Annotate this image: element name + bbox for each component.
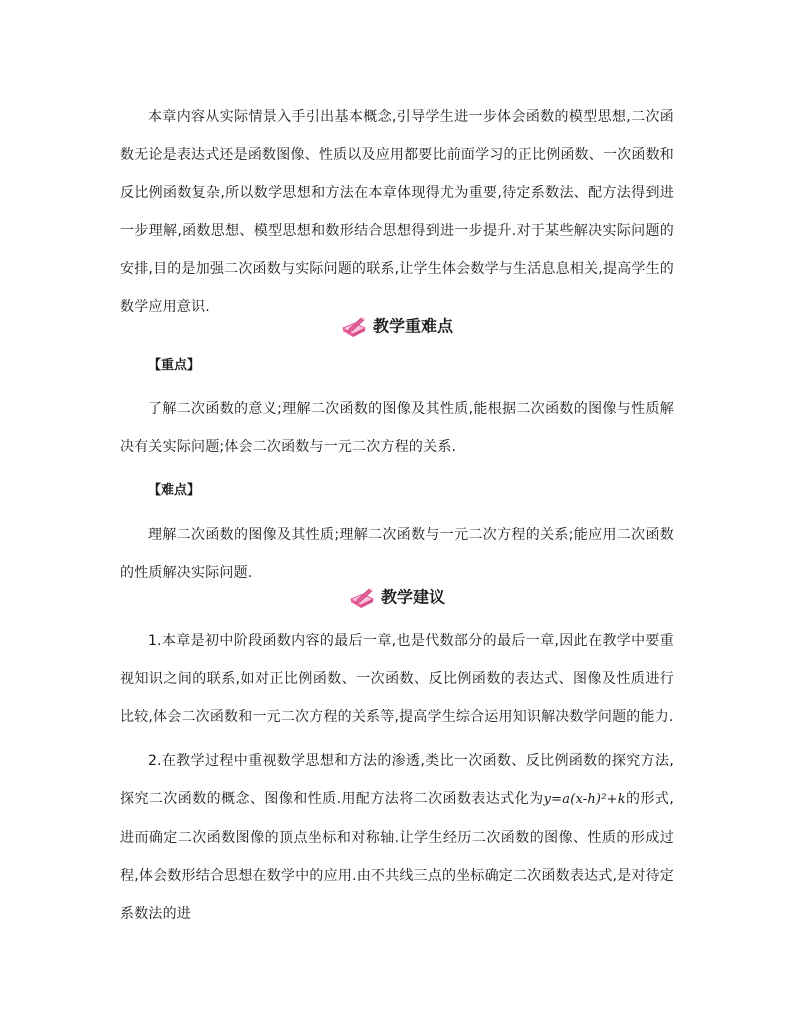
vertex-form-formula: y=a(x-h)²+k [543, 792, 626, 807]
section-heading-suggestions [0, 584, 794, 611]
suggestion-2-paragraph [120, 742, 674, 933]
intro-paragraph: 本章内容从实际情景入手引出基本概念,引导学生进一步体会函数的模型思想,二次函数无论是表达式还是函数图像、性质以及应用都要比前面学习的正比例函数、一次函数和反比例函数复杂,所以数学思想和方法在本章体现得尤为重要,待定系数法、配方法得到进一步理解,函数思想、模型思想和数形结合思想得到进一步提升.对于某些解决实际问题的安排,目的是加强二次函数与实际问题的联系,让学生体会数学与生活息息相关,提高学生的数学应用意识. [120, 109, 674, 315]
section-heading-key-difficulty [0, 313, 794, 340]
suggestion-2-text-b: 的形式,进而确定二次函数图像的顶点坐标和对称轴.让学生经历二次函数的图像、性质的形成过程,体会数形结合思想在数学中的应用.由不共线三点的坐标确定二次函数表达式,是对待定系数法的进 [120, 791, 675, 922]
section-heading-label: 教学建议 [380, 587, 445, 607]
pencil-notebook-icon [341, 316, 367, 338]
difficulty-tag: 【难点】 [148, 483, 201, 498]
difficulty-paragraph: 理解二次函数的图像及其性质;理解二次函数与一元二次方程的关系;能应用二次函数的性质解决实际问题. [120, 527, 674, 581]
key-point-paragraph: 了解二次函数的意义;理解二次函数的图像及其性质,能根据二次函数的图像与性质解决有关实际问题;体会二次函数与一元二次方程的关系. [120, 401, 674, 455]
suggestion-1-paragraph: 1.本章是初中阶段函数内容的最后一章,也是代数部分的最后一章,因此在教学中要重视知识之间的联系,如对正比例函数、一次函数、反比例函数的表达式、图像及性质进行比较,体会二次函数和一元二次方程的关系等,提高学生综合运用知识解决数学问题的能力. [120, 633, 674, 725]
pencil-notebook-icon [349, 587, 375, 609]
section-heading-label: 教学重难点 [372, 316, 453, 336]
key-point-tag: 【重点】 [148, 358, 201, 373]
suggestion-2-text-a: 2.在教学过程中重视数学思想和方法的渗透,类比一次函数、反比例函数的探究方法,探究二次函数的概念、图像和性质.用配方法将二次函数表达式化为 [120, 753, 674, 807]
